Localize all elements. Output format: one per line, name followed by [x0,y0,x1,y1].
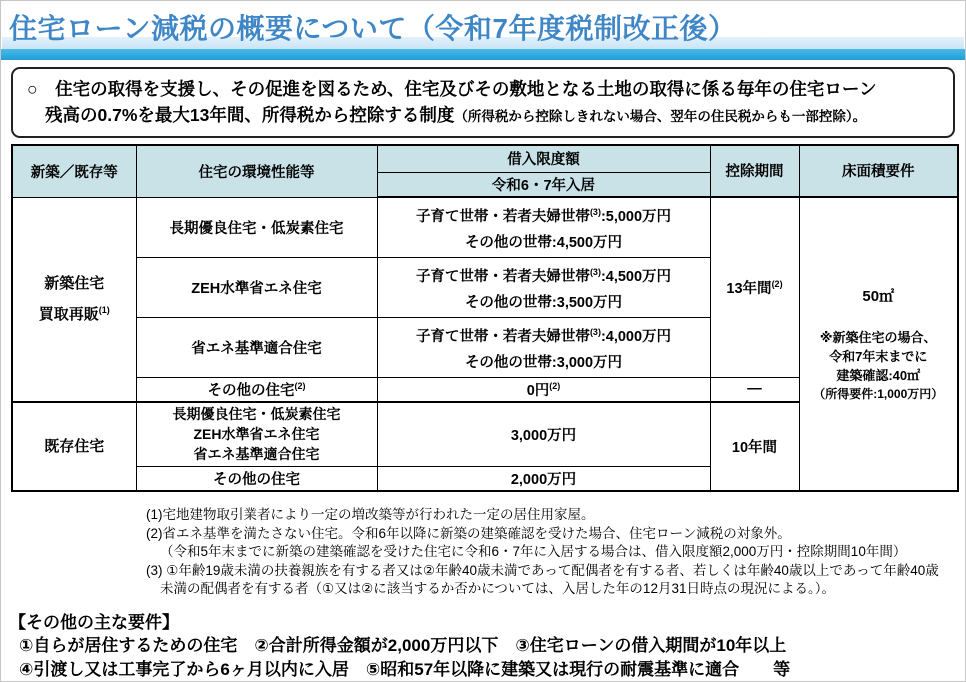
performance-cell-multi [136,402,377,467]
summary-box [11,67,955,138]
page-title: 住宅ローン減税の概要について（令和7年度税制改正後） [9,13,737,44]
footnote-line-2b: （令和5年末までに新築の建築確認を受けた住宅に令和6・7年に入居する場合は、借入限度額2,000万円・控除期間10年間） [160,544,907,560]
loan-limit-cell [377,257,710,317]
footnote-line-2: (2)省エネ基準を満たさない住宅。令和6年以降に新築の建築確認を受けた場合、住宅ローン減税の対象外。 [146,525,791,541]
performance-cell-other: その他の住宅 [136,467,377,492]
floor-area-note1: ※新築住宅の場合、 [819,330,937,346]
limit-line-other: その他の世帯:4,500万円 [464,234,623,251]
period-cell-13y: 13年間$^{(2)}$ [710,197,799,377]
performance-cell: 省エネ基準適合住宅 [136,317,377,377]
period-cell-10y: 10年間 [710,402,799,492]
title-underline-bar [1,49,965,60]
loan-limit-cell: 2,000万円 [377,467,710,492]
loan-deduction-table [11,144,959,492]
limit-line-other: その他の世帯:3,500万円 [464,294,623,311]
footnote-ref-1: (1) [98,305,110,316]
header-loan-limit-sub: 令和6・7年入居 [377,173,710,198]
footnote-ref-2: (2) [294,380,306,391]
table-row [12,197,958,257]
summary-text-1: 住宅の取得を支援し、その促進を図るため、住宅及びその敷地となる土地の取得に係る毎年の住宅ローン [55,78,877,99]
floor-area-note2: 令和7年末までに [829,349,928,365]
circle-bullet: ○ [27,78,38,99]
limit-line-childcare: 子育て世帯・若者夫婦世帯$^{(3)}$:4,000万円 [415,326,672,345]
summary-line-2 [27,102,941,130]
loan-limit-cell [377,317,710,377]
footnotes-section [146,506,965,599]
group-cell-existing-housing: 既存住宅 [12,402,136,492]
limit-line-other: その他の世帯:3,000万円 [464,354,623,371]
other-requirements-line-2: ④引渡し又は工事完了から6ヶ月以内に入居 ⑤昭和57年以降に建築又は現行の耐震基準に適合 等 [19,659,791,679]
summary-text-2: 残高の0.7%を最大13年間、所得税から控除する制度 [45,104,455,125]
group-new-line1: 新築住宅 [44,275,105,293]
header-new-existing: 新築／既存等 [12,145,136,198]
other-requirements-section [9,611,965,682]
group-cell-new-housing [12,197,136,401]
performance-cell: 長期優良住宅・低炭素住宅 [136,197,377,257]
other-requirements-line-1: ①自らが居住するための住宅 ②合計所得金額が2,000万円以下 ③住宅ローンの借入期間が10年以上 [19,635,787,655]
footnote-ref-3: (3) [589,326,601,337]
floor-area-note4: （所得要件:1,000万円） [813,387,944,402]
footnote-line-3: (3) ①年齢19歳未満の扶養親族を有する者又は②年齢40歳未満であって配偶者を有する者、若しくは年齢40歳以上であって年齢40歳 [146,562,939,578]
period-cell-dash: ― [710,377,799,402]
footnote-ref-3: (3) [589,207,601,218]
title-section [1,1,965,46]
summary-line-1 [27,76,941,102]
performance-cell-other: その他の住宅$^{(2)}$ [136,377,377,402]
summary-note: （所得税から控除しきれない場合、翌年の住民税からも一部控除）。 [454,108,867,124]
floor-area-main: 50㎡ [862,288,895,306]
floor-area-note3: 建築確認:40㎡ [836,368,921,384]
header-performance: 住宅の環境性能等 [136,145,377,198]
footnote-ref-3: (3) [589,266,601,277]
header-loan-limit: 借入限度額 [377,145,710,173]
performance-line: 長期優良住宅・低炭素住宅 [172,406,341,423]
performance-cell: ZEH水準省エネ住宅 [136,257,377,317]
group-new-line2: 買取再販$^{(1)}$ [38,305,110,324]
header-deduction-period: 控除期間 [710,145,799,198]
floor-area-cell [799,197,958,491]
limit-line-childcare: 子育て世帯・若者夫婦世帯$^{(3)}$:5,000万円 [415,207,672,225]
loan-limit-cell-zero: 0円$^{(2)}$ [377,377,710,402]
other-requirements-heading: 【その他の主な要件】 [9,612,179,632]
footnote-ref-2: (2) [771,279,783,289]
limit-line-childcare: 子育て世帯・若者夫婦世帯$^{(3)}$:4,500万円 [415,266,672,285]
performance-line: 省エネ基準適合住宅 [193,446,320,463]
loan-limit-cell: 3,000万円 [377,402,710,467]
footnote-line-3b: 未満の配偶者を有する者（①又は②に該当するか否かについては、入居した年の12月31日時点の現況による。）。 [160,581,835,597]
header-floor-area: 床面積要件 [799,145,958,198]
loan-limit-cell [377,197,710,257]
footnote-ref-2: (2) [549,380,561,391]
footnote-line-1: (1)宅地建物取引業者により一定の増改築等が行われた一定の居住用家屋。 [146,507,595,523]
performance-line: ZEH水準省エネ住宅 [193,426,320,443]
